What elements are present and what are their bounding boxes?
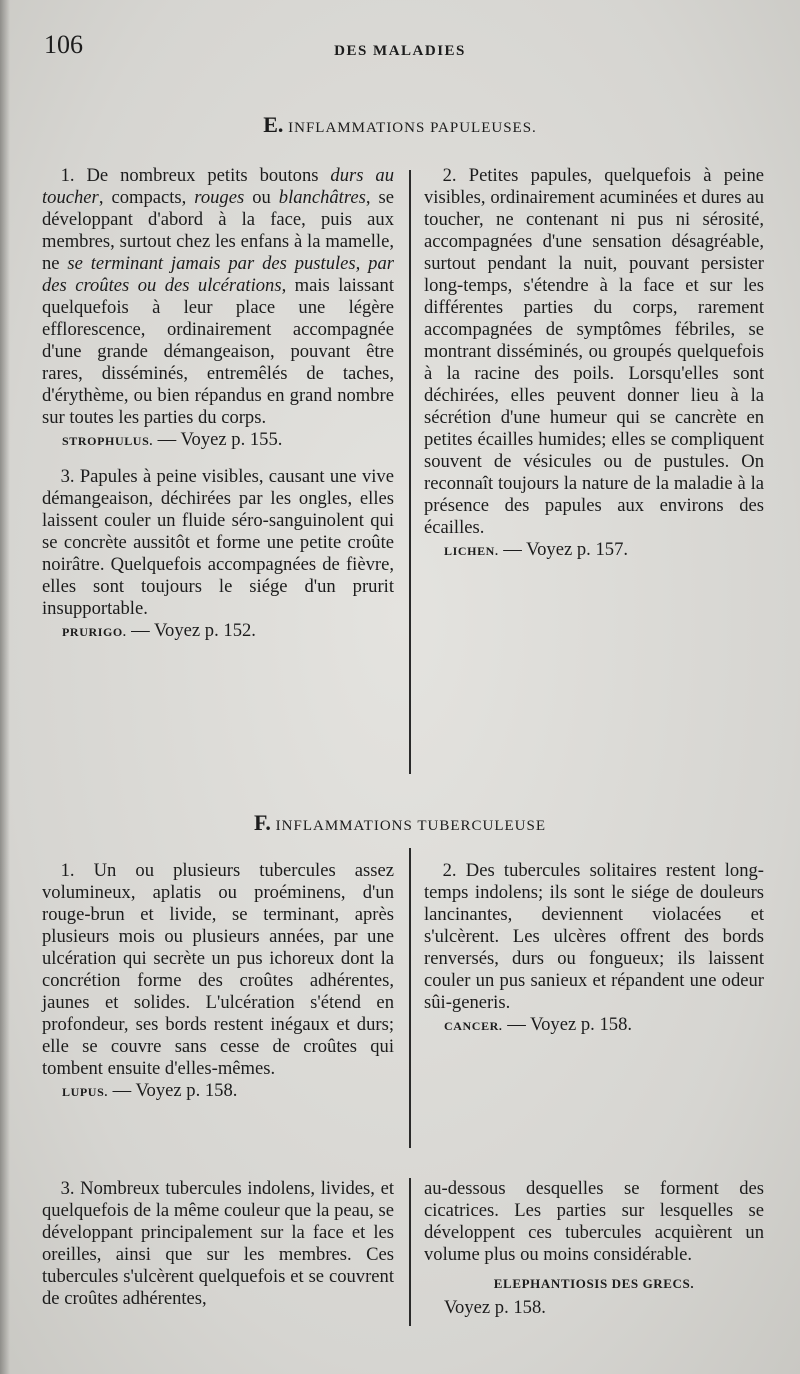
italic-run: rouges <box>194 187 245 208</box>
lupus-reference <box>42 1080 394 1103</box>
section-e-letter: E. <box>263 112 284 137</box>
disease-name: ELEPHANTIOSIS DES GRECS. <box>493 1276 695 1291</box>
lichen-reference <box>424 539 764 562</box>
column-divider <box>409 170 411 774</box>
text-run: , se développant d'abord à la face, puis aux membres, surtout chez les enfans à la mamelle, ne <box>42 187 394 274</box>
papule-description-2: 2. Petites papules, quelquefois à peine visibles, ordinairement acuminées et dures au toucher, ne contenant ni pus ni sérosité, accompagnées d'une sensation désagréable, surtout pendant la nuit, pouvant persister long-temps, s'étendre à la face et sur les différentes parties du corps, rarement accompagnées de symptômes fébriles, se montrant disséminés, ou groupés quelquefois à la racine des poils. Lorsqu'elles sont déchirées, elles peuvent donner lieu à la sécrétion d'une humeur qui se cancrète en petites écailles humides; elles se compliquent souvent de vésicules ou de pustules. On reconnaît toujours la nature de la maladie à la présence des papules aux environs des écailles. <box>424 165 764 538</box>
section-e-right-column <box>424 165 764 562</box>
section-f-letter: F. <box>254 810 271 835</box>
section-f-heading <box>0 810 800 836</box>
italic-run: se terminant jamais par des pustules, par des croûtes ou des ulcérations <box>42 253 394 296</box>
papule-description-3: 3. Papules à peine visibles, causant une vive démangeaison, déchirées par les ongles, elles laissent couler un fluide séro-sanguinolent qui se concrète aussitôt et forme une petite croûte noirâtre. Quelquefois accompagnées de fièvre, elles sont toujours le siége d'un prurit insupportable. <box>42 466 394 619</box>
section-f-right-column <box>424 860 764 1037</box>
disease-name: LICHEN. <box>444 544 499 558</box>
strophulus-reference <box>42 429 394 452</box>
page-number: 106 <box>44 30 83 59</box>
text-run: 1. De nombreux petits boutons <box>60 165 331 186</box>
disease-name: PRURIGO. <box>62 625 127 639</box>
section-e-heading <box>0 112 800 138</box>
section-e-title: INFLAMMATIONS PAPULEUSES. <box>288 120 537 136</box>
section-f-title: INFLAMMATIONS TUBERCULEUSE <box>275 818 546 834</box>
italic-run: durs au toucher <box>42 165 394 208</box>
tubercle-description-3-continued: au-dessous desquelles se forment des cicatrices. Les parties sur lesquelles se développent ces tubercules acquièrent un volume plus ou moins considérable. <box>424 1178 764 1265</box>
text-run: ou <box>244 187 279 208</box>
text-run: , compacts, <box>98 187 195 208</box>
page-edge-shadow <box>0 0 10 1374</box>
section-f-right-column-lower <box>424 1178 764 1319</box>
page-reference: — Voyez p. 152. <box>126 620 256 641</box>
page-reference: — Voyez p. 158. <box>502 1014 633 1035</box>
page-reference: — Voyez p. 158. <box>107 1080 238 1101</box>
italic-run: blanchâtres <box>278 187 366 208</box>
disease-name: STROPHULUS. <box>62 434 153 448</box>
disease-name: CANCER. <box>444 1019 503 1033</box>
tubercle-description-2: 2. Des tubercules solitaires restent long-temps indolens; ils sont le siége de douleurs lancinantes, deviennent violacées et s'ulcèrent. Les ulcères offrent des bords renversés, durs ou fongueux; ils laissent couler un pus sanieux et répandent une odeur sûi-generis. <box>424 860 764 1013</box>
tubercle-description-3: 3. Nombreux tubercules indolens, livides, et quelquefois de la même couleur que la peau, se développant principalement sur la face et les oreilles, ainsi que sur les membres. Ces tubercules s'ulcèrent quelquefois et se couvrent de croûtes adhérentes, <box>42 1178 394 1309</box>
running-head: DES MALADIES <box>334 43 466 59</box>
section-e-left-column <box>42 165 394 643</box>
elephantiasis-reference <box>424 1272 764 1295</box>
page-reference: — Voyez p. 155. <box>152 429 283 450</box>
elephantiasis-page-reference: Voyez p. 158. <box>444 1297 546 1318</box>
section-f-left-column-lower <box>42 1178 394 1310</box>
tubercle-description-1: 1. Un ou plusieurs tubercules assez volumineux, aplatis ou proéminens, d'un rouge-brun et livide, se terminant, après plusieurs mois ou plusieurs années, par une ulcération qui secrète un pus ichoreux dont la concrétion forme des croûtes adhérentes, jaunes et solides. L'ulcération s'étend en profondeur, ses bords restent inégaux et durs; elle se couvre sans cesse de croûtes qui tombent ensuite d'elles-mêmes. <box>42 860 394 1079</box>
papule-description-1 <box>42 165 394 429</box>
column-divider <box>409 1178 411 1326</box>
text-run: , mais laissant quelquefois à leur place une légère efflorescence, ordinairement accompagnée d'une grande démangeaison, pouvant être rares, disséminés, entremêlés de taches, d'érythème, ou bien répandus en grand nombre sur toutes les parties du corps. <box>42 275 394 428</box>
cancer-reference <box>424 1014 764 1037</box>
column-divider <box>409 848 411 1148</box>
section-f-left-column <box>42 860 394 1103</box>
page-reference: — Voyez p. 157. <box>498 539 629 560</box>
prurigo-reference <box>42 620 394 643</box>
disease-name: LUPUS. <box>62 1085 108 1099</box>
